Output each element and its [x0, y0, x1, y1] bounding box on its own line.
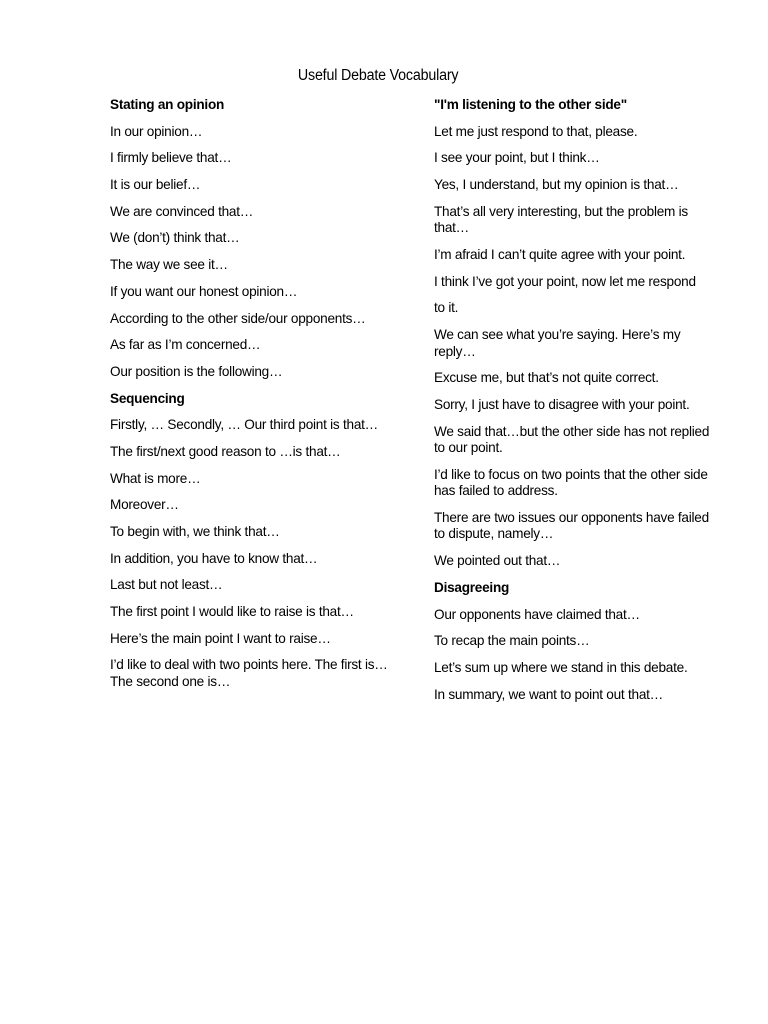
right-column [434, 97, 714, 713]
section-heading-listening: "I'm listening to the other side" [434, 97, 627, 112]
phrase-item: To recap the main points… [434, 633, 590, 649]
phrase-item: I’m afraid I can’t quite agree with your point. [434, 246, 686, 262]
phrase-item: The first/next good reason to …is that… [110, 443, 341, 459]
phrase-item: That’s all very interesting, but the problem is that… [434, 203, 688, 236]
phrase-item: I think I’ve got your point, now let me respond [434, 273, 696, 289]
phrase-item: Let me just respond to that, please. [434, 123, 638, 139]
phrase-item: We (don’t) think that… [110, 230, 240, 246]
phrase-item: In summary, we want to point out that… [434, 686, 664, 702]
phrase-item: I see your point, but I think… [434, 150, 600, 166]
phrase-item: If you want our honest opinion… [110, 283, 298, 299]
phrase-item: to it. [434, 300, 459, 316]
phrase-item: Sorry, I just have to disagree with your point. [434, 396, 690, 412]
phrase-item: The way we see it… [110, 257, 228, 273]
phrase-item: In our opinion… [110, 123, 203, 139]
phrase-item: The first point I would like to raise is that… [110, 604, 354, 620]
section-heading-sequencing: Sequencing [110, 390, 185, 406]
phrase-item: According to the other side/our opponents… [110, 310, 366, 326]
page-title: Useful Debate Vocabulary [297, 67, 459, 84]
phrase-item: It is our belief… [110, 177, 201, 193]
left-column [110, 97, 400, 701]
section-heading-disagreeing: Disagreeing [434, 579, 510, 595]
phrase-item: Firstly, … Secondly, … Our third point is that… [110, 417, 379, 433]
phrase-item: Last but not least… [110, 577, 223, 593]
phrase-item: Here’s the main point I want to raise… [110, 630, 331, 646]
phrase-item: Yes, I understand, but my opinion is that… [434, 177, 679, 193]
phrase-item: There are two issues our opponents have failed to dispute, namely… [434, 509, 709, 542]
phrase-item: We are convinced that… [110, 203, 254, 219]
phrase-item: We can see what you’re saying. Here’s my reply… [434, 327, 681, 359]
phrase-item: I firmly believe that… [110, 150, 232, 166]
phrase-item: What is more… [110, 470, 201, 486]
phrase-item: We pointed out that… [434, 553, 561, 569]
phrase-item: We said that…but the other side has not replied to our point. [434, 423, 710, 456]
phrase-item: Excuse me, but that’s not quite correct. [434, 370, 659, 386]
phrase-item: Moreover… [110, 497, 179, 513]
phrase-item: To begin with, we think that… [110, 524, 280, 539]
phrase-item: I’d like to deal with two points here. The first is… The second one is… [110, 657, 388, 689]
phrase-item: Our position is the following… [110, 363, 283, 379]
phrase-item: I’d like to focus on two points that the other side has failed to address. [434, 466, 708, 499]
phrase-item: Let’s sum up where we stand in this debate. [434, 659, 688, 675]
phrase-item: Our opponents have claimed that… [434, 606, 640, 622]
phrase-item: As far as I’m concerned… [110, 337, 261, 353]
phrase-item: In addition, you have to know that… [110, 550, 318, 566]
section-heading-stating-opinion: Stating an opinion [110, 97, 225, 112]
